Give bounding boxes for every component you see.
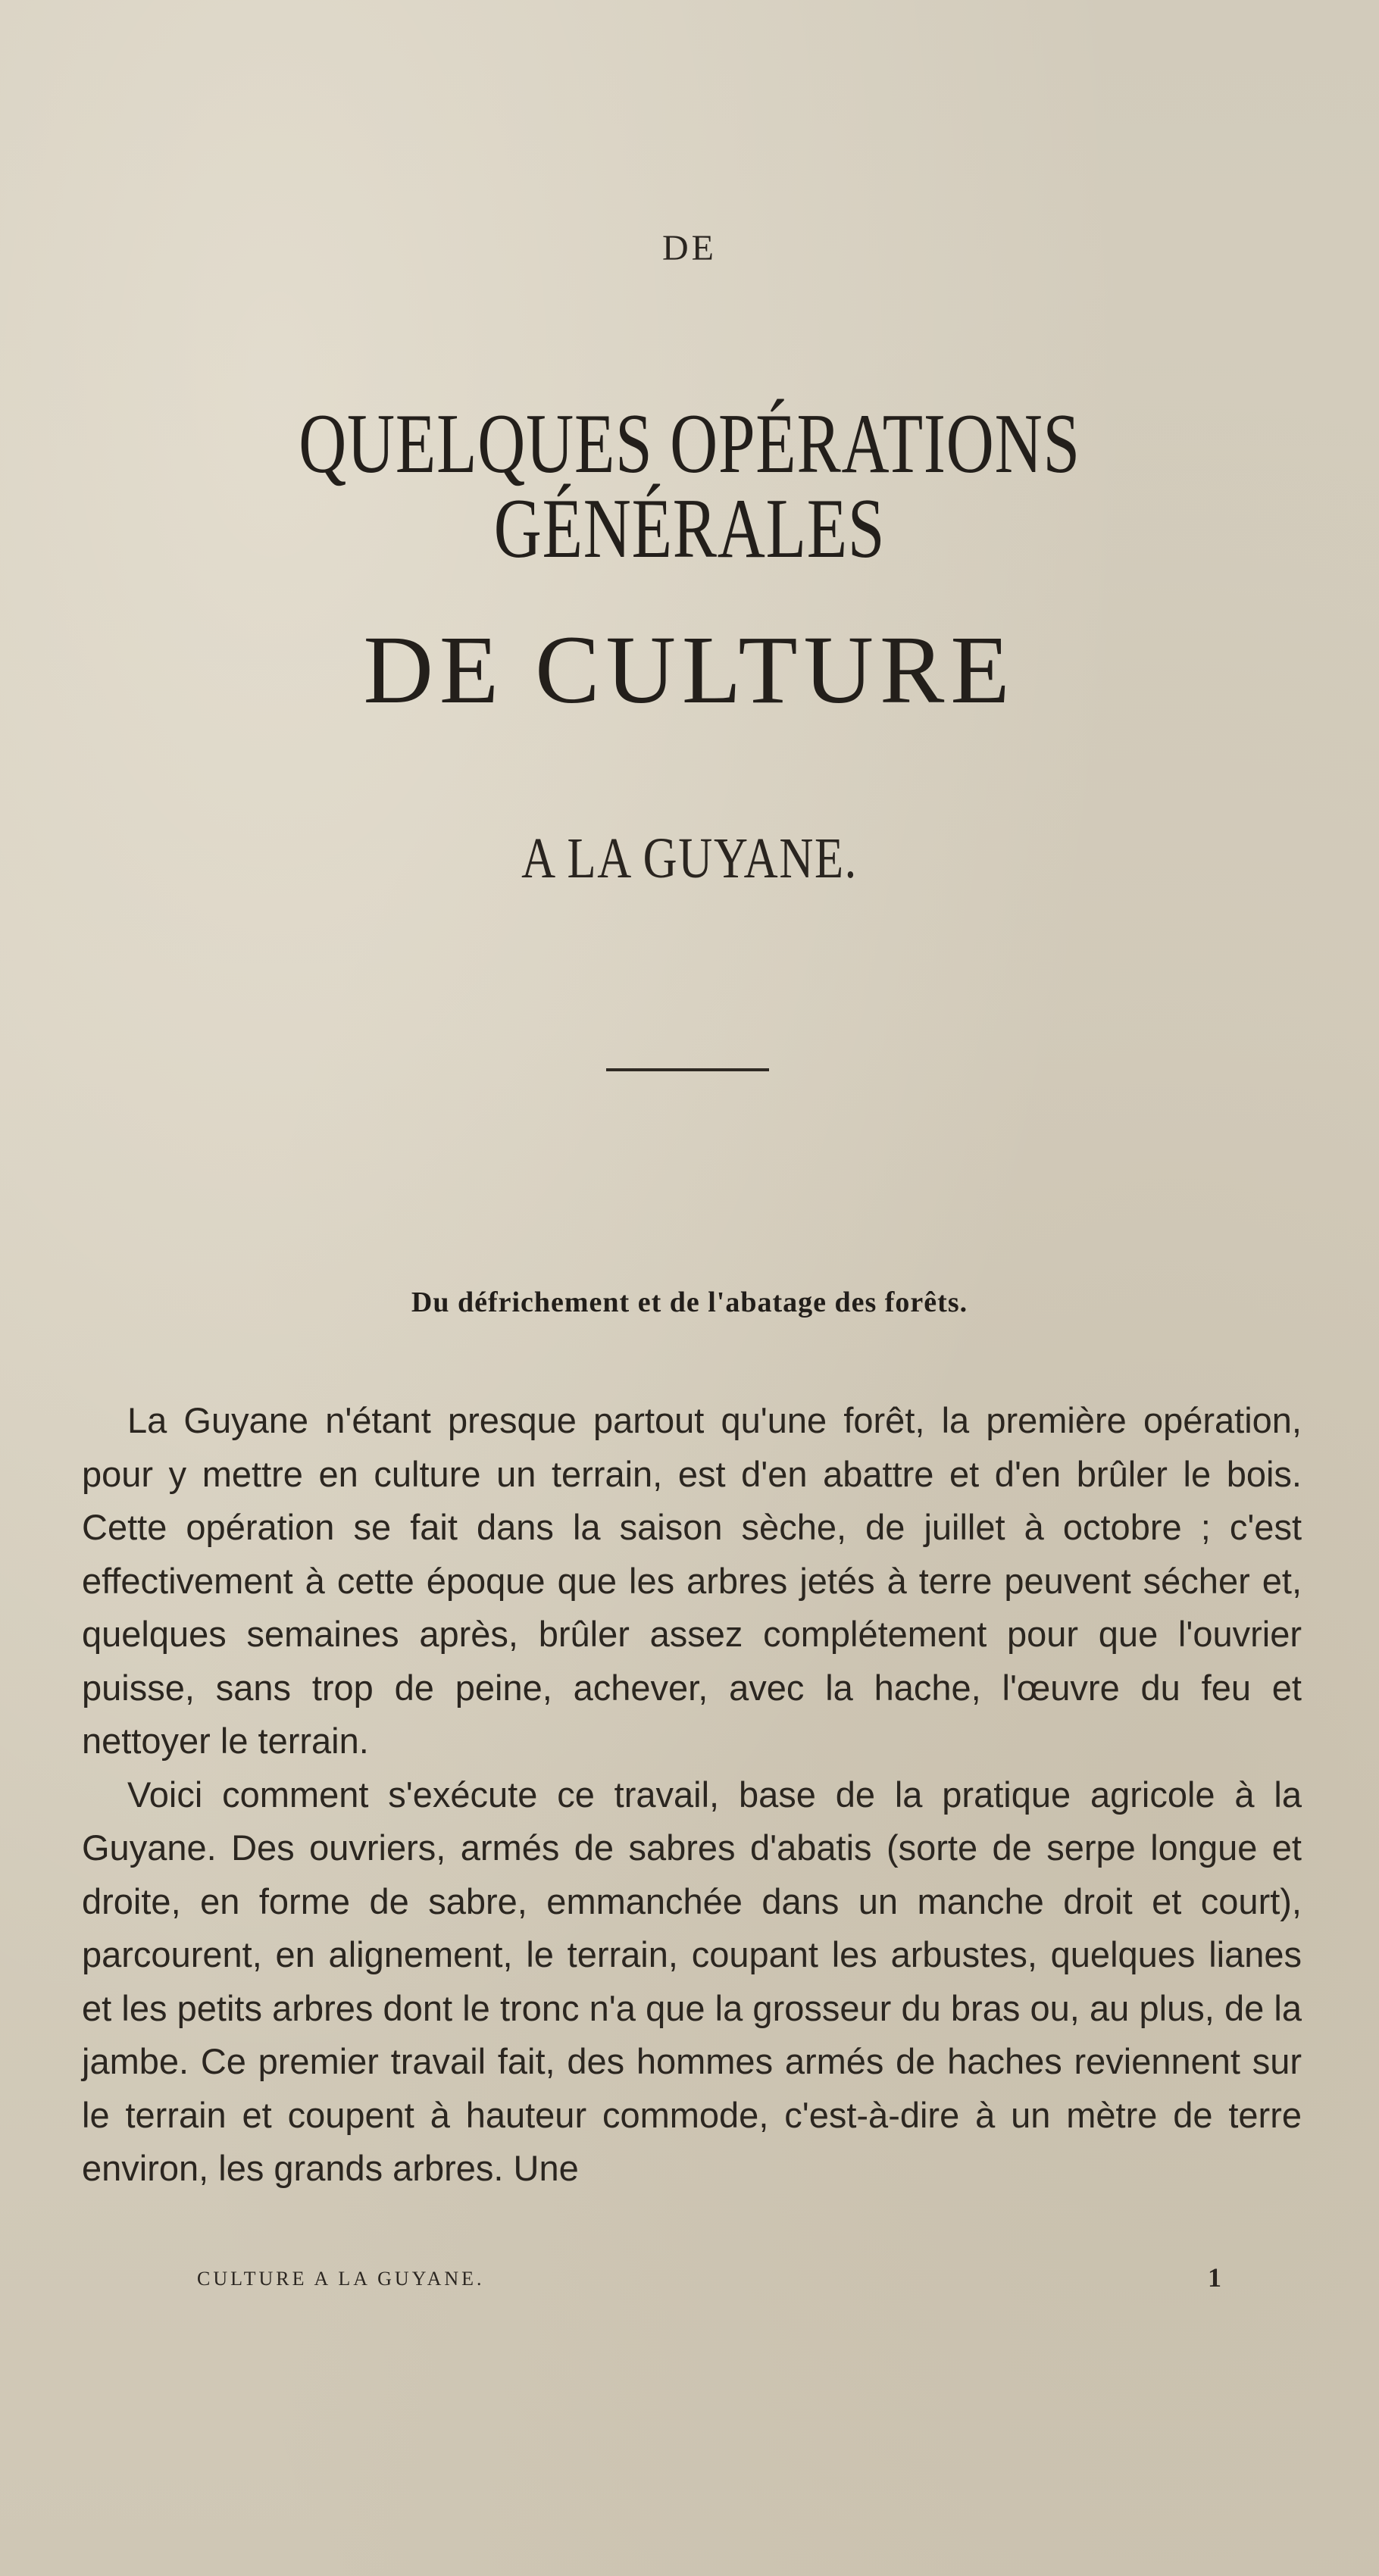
- body-paragraph-2: Voici comment s'exécute ce travail, base de la pratique agricole à la Guyane. Des ouvriers, armés de sabres d'abatis (sorte de serpe longue et droite, en forme de sabre, emmanchée dans un manche droit et court), parcourent, en alignement, le terrain, coupant les arbustes, quelques lianes et les petits arbres dont le tronc n'a que la grosseur du bras ou, au plus, de la jambe. Ce premier travail fait, des hommes armés de haches reviennent sur le terrain et coupent à hauteur commode, c'est-à-dire à un mètre de terre environ, les grands arbres. Une: [82, 1774, 1302, 2188]
- body-paragraph-1: La Guyane n'étant presque partout qu'une forêt, la première opération, pour y mettre en culture un terrain, est d'en abattre et d'en brûler le bois. Cette opération se fait dans la saison sèche, de juillet à octobre ; c'est effectivement à cette époque que les arbres jetés à terre peuvent sécher et, quelques semaines après, brûler assez complétement pour que l'ouvrier puisse, sans trop de peine, achever, avec la hache, l'œuvre du feu et nettoyer le terrain.: [82, 1400, 1302, 1761]
- body-text: [82, 1394, 1302, 2196]
- main-title-line-2: DE CULTURE: [363, 616, 1016, 724]
- main-title-line-1: QUELQUES OPÉRATIONS GÉNÉRALES: [299, 397, 1080, 576]
- page-number: 1: [1208, 2262, 1221, 2293]
- title-divider-rule: [606, 1068, 769, 1071]
- section-heading: Du défrichement et de l'abatage des forêts.: [411, 1286, 968, 1318]
- title-prefix-de: DE: [662, 228, 717, 268]
- main-title-line-3: A LA GUYANE.: [521, 827, 858, 890]
- running-footer-title: CULTURE A LA GUYANE.: [197, 2268, 485, 2290]
